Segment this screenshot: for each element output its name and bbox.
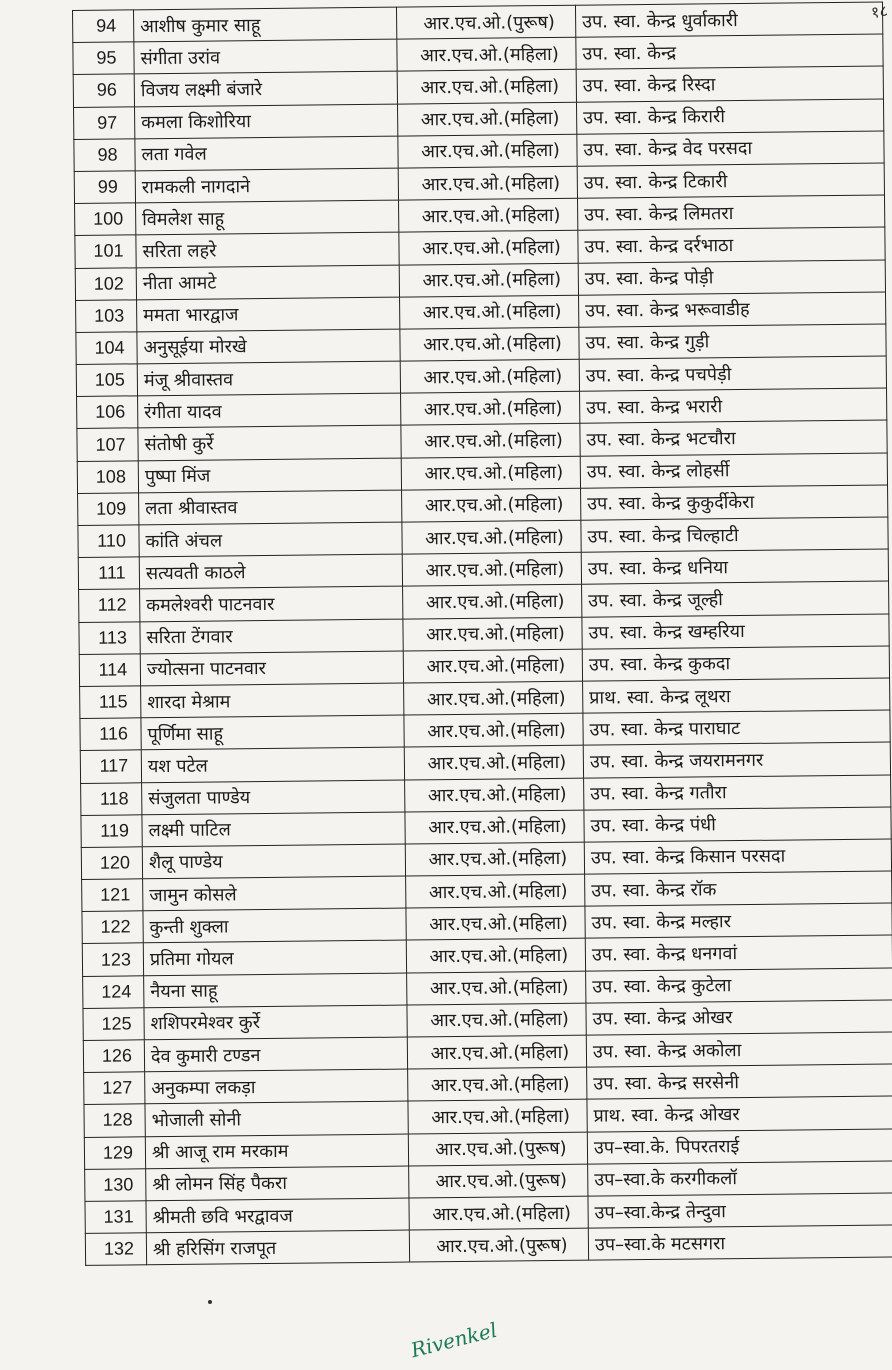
post-title: आर.एच.ओ.(महिला) [400, 359, 579, 393]
post-title: आर.एच.ओ.(महिला) [407, 971, 586, 1005]
row-number: 125 [83, 1008, 144, 1041]
employee-name: कमलेश्वरी पाटनवार [140, 586, 403, 621]
employee-name: शशिपरमेश्वर कुर्रे [144, 1005, 407, 1040]
post-title: आर.एच.ओ.(महिला) [401, 424, 580, 458]
post-title: आर.एच.ओ.(महिला) [397, 102, 576, 136]
employee-name: जामुन कोसले [143, 876, 406, 911]
health-center: उप–स्वा.के. पिपरतराई [587, 1129, 892, 1164]
employee-name: नीता आमटे [136, 265, 399, 300]
employee-name: यश पटेल [141, 747, 404, 782]
employee-name: भोजाली सोनी [145, 1101, 408, 1136]
post-title: आर.एच.ओ.(महिला) [399, 263, 578, 297]
employee-name: रामकली नागदाने [135, 168, 398, 203]
row-number: 109 [78, 493, 139, 526]
health-center: उप. स्वा. केन्द्र सरसेनी [587, 1064, 892, 1099]
post-title: आर.एच.ओ.(महिला) [404, 681, 583, 715]
row-number: 115 [80, 686, 141, 719]
row-number: 99 [74, 171, 135, 204]
health-center: उप. स्वा. केन्द्र कुकुर्दीकेरा [581, 485, 888, 520]
row-number: 110 [78, 525, 139, 558]
employee-name: कांति अंचल [139, 522, 402, 557]
post-title: आर.एच.ओ.(महिला) [406, 939, 585, 973]
post-title: आर.एच.ओ.(महिला) [402, 488, 581, 522]
employee-name: सरिता टेंगवार [140, 619, 403, 654]
employee-name: मंजू श्रीवास्तव [137, 361, 400, 396]
post-title: आर.एच.ओ.(महिला) [407, 1003, 586, 1037]
employee-name: लता गवेल [135, 136, 398, 171]
post-title: आर.एच.ओ.(महिला) [403, 617, 582, 651]
page-number-mark: १८ [870, 0, 890, 23]
health-center: उप. स्वा. केन्द्र कुकदा [582, 646, 889, 681]
ink-dot [208, 1300, 212, 1304]
employee-name: संतोषी कुर्रे [138, 426, 401, 461]
post-title: आर.एच.ओ.(महिला) [406, 906, 585, 940]
health-center: उप. स्वा. केन्द्र वेद परसदा [577, 131, 884, 166]
post-title: आर.एच.ओ.(महिला) [401, 391, 580, 425]
health-center: उप. स्वा. केन्द्र रिस्दा [576, 66, 883, 101]
row-number: 111 [78, 557, 139, 590]
row-number: 94 [73, 10, 134, 43]
employee-name: श्री आजू राम मरकाम [145, 1134, 408, 1169]
row-number: 112 [79, 589, 140, 622]
health-center: उप–स्वा.के मटसगरा [588, 1225, 892, 1260]
row-number: 129 [84, 1136, 145, 1169]
health-center: उप. स्वा. केन्द्र गुड़ी [579, 324, 886, 359]
row-number: 119 [81, 814, 142, 847]
health-center: उप. स्वा. केन्द्र लोहर्सी [580, 453, 887, 488]
health-center: उप–स्वा.केन्द्र तेन्दुवा [588, 1193, 892, 1228]
row-number: 117 [80, 750, 141, 783]
post-title: आर.एच.ओ.(महिला) [400, 327, 579, 361]
employee-name: कमला किशोरिया [135, 104, 398, 139]
post-title: आर.एच.ओ.(पुरूष) [409, 1164, 588, 1198]
post-title: आर.एच.ओ.(महिला) [408, 1100, 587, 1134]
health-center: उप. स्वा. केन्द्र पचपेड़ी [579, 356, 886, 391]
row-number: 104 [76, 332, 137, 365]
signature: Rivenkel [408, 1317, 500, 1363]
row-number: 130 [85, 1169, 146, 1202]
health-center: उप. स्वा. केन्द्र [576, 34, 883, 69]
employee-name: विमलेश साहू [136, 200, 399, 235]
health-center: उप. स्वा. केन्द्र अकोला [586, 1032, 892, 1067]
employee-name: कुन्ती शुक्ला [143, 908, 406, 943]
employee-name: अनुकम्पा लकड़ा [145, 1069, 408, 1104]
post-title: आर.एच.ओ.(महिला) [402, 552, 581, 586]
row-number: 124 [83, 975, 144, 1008]
post-title: आर.एच.ओ.(महिला) [402, 520, 581, 554]
health-center: उप. स्वा. केन्द्र रॉक [585, 871, 892, 906]
row-number: 105 [76, 364, 137, 397]
row-number: 106 [77, 396, 138, 429]
health-center: उप. स्वा. केन्द्र धनगवां [585, 935, 892, 970]
health-center: उप. स्वा. केन्द्र जयरामनगर [583, 742, 890, 777]
employee-name: लता श्रीवास्तव [139, 490, 402, 525]
post-title: आर.एच.ओ.(महिला) [407, 1035, 586, 1069]
health-center: उप. स्वा. केन्द्र किसान परसदा [584, 839, 891, 874]
row-number: 96 [73, 74, 134, 107]
employee-name: श्री हरिसिंग राजपूत [146, 1230, 409, 1265]
health-center: उप. स्वा. केन्द्र किरारी [576, 99, 883, 134]
post-title: आर.एच.ओ.(महिला) [397, 37, 576, 71]
health-center: उप. स्वा. केन्द्र पंधी [584, 807, 891, 842]
employee-name: ममता भारद्वाज [137, 297, 400, 332]
employee-name: शारदा मेश्राम [141, 683, 404, 718]
employee-name: देव कुमारी टण्डन [144, 1037, 407, 1072]
post-title: आर.एच.ओ.(महिला) [398, 134, 577, 168]
employee-name: अनुसूईया मोरखे [137, 329, 400, 364]
row-number: 103 [76, 300, 137, 333]
health-center: उप. स्वा. केन्द्र भरारी [580, 388, 887, 423]
employee-name: प्रतिमा गोयल [143, 940, 406, 975]
employee-name: ज्योत्सना पाटनवार [140, 651, 403, 686]
row-number: 121 [82, 879, 143, 912]
employee-name: सत्यवती काठले [139, 554, 402, 589]
employee-name: पुष्पा मिंज [138, 458, 401, 493]
health-center: उप. स्वा. केन्द्र ओखर [586, 1000, 892, 1035]
health-center: उप. स्वा. केन्द्र खम्हरिया [582, 614, 889, 649]
row-number: 122 [82, 911, 143, 944]
post-title: आर.एच.ओ.(महिला) [397, 70, 576, 104]
health-center: प्राथ. स्वा. केन्द्र लूथरा [583, 678, 890, 713]
row-number: 126 [83, 1040, 144, 1073]
employee-name: रंगीता यादव [138, 393, 401, 428]
post-title: आर.एच.ओ.(महिला) [398, 166, 577, 200]
health-center: उप. स्वा. केन्द्र धनिया [581, 549, 888, 584]
post-title: आर.एच.ओ.(महिला) [405, 778, 584, 812]
post-title: आर.एच.ओ.(महिला) [403, 649, 582, 683]
post-title: आर.एच.ओ.(महिला) [405, 810, 584, 844]
post-title: आर.एच.ओ.(महिला) [399, 231, 578, 265]
health-center: उप. स्वा. केन्द्र पोड़ी [578, 259, 885, 294]
employee-name: श्रीमती छवि भरद्वावज [146, 1198, 409, 1233]
health-center: उप. स्वा. केन्द्र धुर्वाकारी [575, 2, 882, 37]
health-center: उप. स्वा. केन्द्र पाराघाट [583, 710, 890, 745]
row-number: 114 [79, 654, 140, 687]
employee-name: सरिता लहरे [136, 232, 399, 267]
post-title: आर.एच.ओ.(पुरूष) [408, 1132, 587, 1166]
table-body [73, 2, 892, 1266]
post-title: आर.एच.ओ.(महिला) [408, 1067, 587, 1101]
post-title: आर.एच.ओ.(महिला) [409, 1196, 588, 1230]
row-number: 98 [74, 139, 135, 172]
row-number: 132 [85, 1233, 146, 1266]
post-title: आर.एच.ओ.(महिला) [404, 713, 583, 747]
row-number: 107 [77, 428, 138, 461]
health-center: उप. स्वा. केन्द्र टिकारी [577, 163, 884, 198]
employee-name: पूर्णिमा साहू [141, 715, 404, 750]
health-center: उप–स्वा.के करगीकलॉ [588, 1161, 892, 1196]
row-number: 97 [74, 106, 135, 139]
post-title: आर.एच.ओ.(महिला) [401, 456, 580, 490]
row-number: 116 [80, 718, 141, 751]
row-number: 128 [84, 1104, 145, 1137]
row-number: 108 [77, 460, 138, 493]
health-center: उप. स्वा. केन्द्र मल्हार [585, 903, 892, 938]
health-center: उप. स्वा. केन्द्र भरूवाडीह [579, 292, 886, 327]
health-center: उप. स्वा. केन्द्र लिमतरा [578, 195, 885, 230]
row-number: 95 [73, 42, 134, 75]
health-center: प्राथ. स्वा. केन्द्र ओखर [587, 1096, 892, 1131]
row-number: 131 [85, 1201, 146, 1234]
row-number: 113 [79, 621, 140, 654]
row-number: 127 [84, 1072, 145, 1105]
health-center: उप. स्वा. केन्द्र जूल्ही [582, 581, 889, 616]
employee-name: संजुलता पाण्डेय [142, 780, 405, 815]
post-title: आर.एच.ओ.(महिला) [404, 745, 583, 779]
employee-name: लक्ष्मी पाटिल [142, 812, 405, 847]
health-center: उप. स्वा. केन्द्र भटचौरा [580, 420, 887, 455]
post-title: आर.एच.ओ.(महिला) [403, 585, 582, 619]
post-title: आर.एच.ओ.(महिला) [399, 198, 578, 232]
health-center: उप. स्वा. केन्द्र कुटेला [586, 968, 892, 1003]
health-center: उप. स्वा. केन्द्र दर्रभाठा [578, 227, 885, 262]
employee-name: आशीष कुमार साहू [134, 7, 397, 42]
row-number: 118 [81, 782, 142, 815]
row-number: 120 [81, 847, 142, 880]
post-title: आर.एच.ओ.(पुरूष) [396, 5, 575, 39]
post-title: आर.एच.ओ.(महिला) [405, 842, 584, 876]
employee-name: नैयना साहू [144, 973, 407, 1008]
row-number: 102 [75, 267, 136, 300]
employee-name: संगीता उरांव [134, 39, 397, 74]
row-number: 100 [75, 203, 136, 236]
health-center: उप. स्वा. केन्द्र गतौरा [584, 774, 891, 809]
post-title: आर.एच.ओ.(महिला) [400, 295, 579, 329]
employee-name: विजय लक्ष्मी बंजारे [134, 71, 397, 106]
post-title: आर.एच.ओ.(पुरूष) [409, 1228, 588, 1262]
employee-name: शैलू पाण्डेय [142, 844, 405, 879]
post-title: आर.एच.ओ.(महिला) [406, 874, 585, 908]
employee-name: श्री लोमन सिंह पैकरा [146, 1166, 409, 1201]
staff-posting-table [72, 2, 892, 1267]
row-number: 123 [82, 943, 143, 976]
health-center: उप. स्वा. केन्द्र चिल्हाटी [581, 517, 888, 552]
row-number: 101 [75, 235, 136, 268]
